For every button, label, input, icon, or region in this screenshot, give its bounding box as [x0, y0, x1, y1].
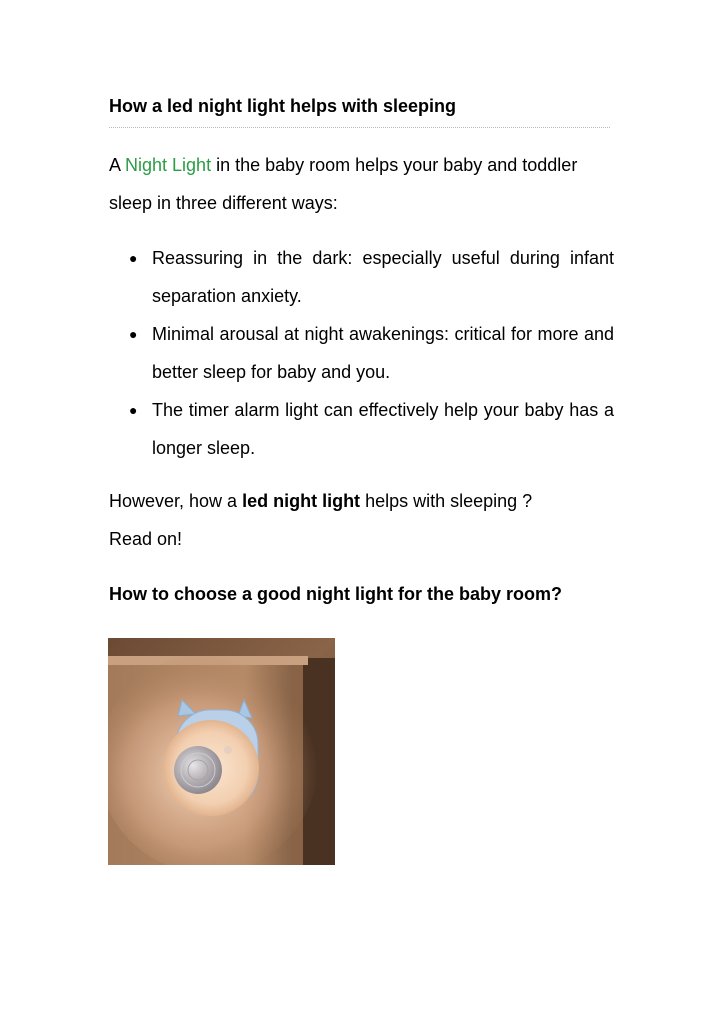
article-title: How a led night light helps with sleeping — [109, 96, 457, 116]
however-suffix: helps with sleeping ? — [360, 491, 533, 511]
bullet-icon: ● — [129, 250, 138, 266]
section-subheading: How to choose a good night light for the baby room? — [109, 584, 562, 604]
however-bold: led night light — [242, 491, 361, 511]
list-item — [109, 391, 614, 467]
list-item — [109, 315, 614, 391]
intro-paragraph — [109, 146, 614, 222]
list-item-text: The timer alarm light can effectively help your baby has a longer sleep. — [152, 400, 614, 458]
however-prefix: However, how a — [109, 491, 243, 511]
night-light-link[interactable]: Night Light — [125, 155, 212, 175]
intro-suffix: in the baby room helps your baby and toddler sleep in three different ways: — [109, 155, 578, 213]
list-item-text: Minimal arousal at night awakenings: critical for more and better sleep for baby and you. — [152, 324, 614, 382]
list-item — [109, 239, 614, 315]
bullet-icon: ● — [129, 402, 138, 418]
read-on-text: Read on! — [109, 529, 183, 549]
title-divider — [109, 127, 610, 128]
benefits-list — [109, 239, 614, 467]
night-light-image — [108, 638, 335, 865]
list-item-text: Reassuring in the dark: especially useful during infant separation anxiety. — [152, 248, 614, 306]
however-paragraph — [109, 482, 614, 520]
night-light-photo — [108, 638, 335, 865]
intro-prefix: A — [109, 155, 126, 175]
bullet-icon: ● — [129, 326, 138, 342]
